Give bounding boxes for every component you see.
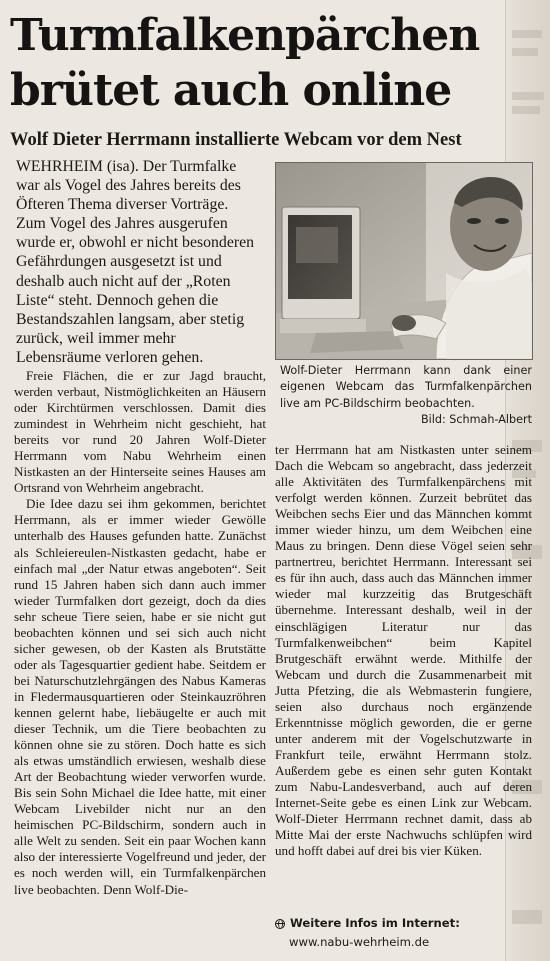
- faded-text-line: [512, 106, 540, 114]
- body-column-left: [14, 368, 266, 898]
- article-lead: WEHRHEIM (isa). Der Turmfalke war als Vogel des Jahres bereits des Öfteren Thema diverser Vorträge. Zum Vogel des Jahres ausgerufen wurde er, obwohl er nicht besonderen Gefährdungen ausgesetzt ist und deshalb auch nicht auf der „Roten Liste“ steht. Dennoch gehen die Bestandszahlen langsam, aber stetig zurück, weil immer mehr Lebensräume verloren gehen.: [16, 158, 254, 366]
- globe-icon: [275, 919, 285, 929]
- photo-illustration: [276, 163, 532, 359]
- web-info-label: Weitere Infos im Internet:: [290, 916, 460, 930]
- body-paragraph: Die Idee dazu sei ihm gekommen, berichtet Herrmann, als er immer wieder Gewölle unterhalb des Hauses gefunden hatte. Zunächst als Schleiereulen-Nistkasten gedacht, habe er einfach mal „der Natur etwas angeboten“. Seit rund 15 Jahren haben sich dann auch immer wieder Turmfalken dort gezeigt, doch da dies sehr scheue Tiere seien, habe er sie nicht gut beobachten können und sei sich auch nicht sicher gewesen, ob der Kasten als Brutstätte oder als Tagesquartier gedient habe. Seitdem er bei Naturschutzlehrgängen des Nabus Kameras in Fledermausquartieren oder Steinkauzröhren kennen gelernt habe, liebäugelte er auch mit dieser Technik, um die Tiere beobachten zu können ohne sie zu stören. Doch hatte es sich als etwas umständlich erwiesen, weshalb diese Art der Beobachtung wieder verworfen wurde. Bis sein Sohn Michael die Idee hatte, mit einer Webcam Livebilder nicht nur an den heimischen PC-Bildschirm, sondern auch in alle Welt zu senden. Seit ein paar Wochen kann also der interessierte Vogelfreund und jeder, der es noch werden will, ein Turmfalkenpärchen live beobachten. Denn Wolf-Die-: [14, 496, 266, 897]
- photo-credit: Bild: Schmah-Albert: [420, 413, 532, 427]
- article-subheadline: Wolf Dieter Herrmann installierte Webcam vor dem Nest: [10, 130, 462, 150]
- body-paragraph: Freie Flächen, die er zur Jagd braucht, werden verbaut, Nistmöglichkeiten an Häusern oder Kirchtürmen verschlossen. Damit dies zumindest in Wehrheim nicht geschieht, hat bereits vor rund 20 Jahren Wolf-Dieter Herrmann vom Nabu Wehrheim einen Nistkasten an der Hinterseite seines Hauses am Ortsrand von Wehrheim angebracht.: [14, 368, 266, 496]
- web-info-label-row: [275, 914, 532, 933]
- faded-text-line: [512, 30, 542, 38]
- body-column-right: [275, 442, 532, 859]
- web-info-box: [275, 914, 532, 952]
- body-paragraph: ter Herrmann hat am Nistkasten unter seinem Dach die Webcam so angebracht, dass jederzeit alle Aktivitäten des Turmfalkenpärchens mit verfolgt werden können. Zurzeit bebrütet das Weibchen sechs Eier und das Männchen kommt immer wieder hinzu, um dem Weibchen eine Maus zu bringen. Denn diese Vögel seien sehr partnertreu, berichtet Herrmann. Interessant sei es für ihn auch, dass auch das Männchen immer wieder mal kurzzeitig das Brutgeschäft übernehme. Interessant deshalb, weil in der einschlägigen Literatur nur das Turmfalkenweibchen“ beim Kapitel Brutgeschäft erwähnt werde. Mithilfe der Webcam und durch die Zusammenarbeit mit Jutta Pfetzing, die als Webmasterin fungiere, seien also durchaus noch ergänzende Erkenntnisse möglich geworden, die er gerne unter anderem mit der Vogelschutzwarte in Frankfurt teile, erwähnt Herrmann stolz. Außerdem gebe es einen sehr guten Kontakt zum Nabu-Landesverband, auch auf deren Internet-Seite gebe es einen Link zur Webcam. Wolf-Dieter Herrmann rechnet damit, dass ab Mitte Mai der erste Nachwuchs schlüpfen wird und hofft dabei auf drei bis vier Küken.: [275, 442, 532, 859]
- faded-text-line: [512, 92, 544, 100]
- faded-text-line: [512, 48, 538, 56]
- photo-caption: [280, 363, 532, 429]
- article-photo: [275, 162, 533, 360]
- web-info-url[interactable]: www.nabu-wehrheim.de: [289, 935, 430, 949]
- article-headline: Turmfalkenpärchen brütet auch online: [10, 10, 480, 116]
- caption-text: Wolf-Dieter Herrmann kann dank einer eigenen Webcam das Turmfalkenpärchen live am PC-Bildschirm beobachten.: [280, 364, 532, 410]
